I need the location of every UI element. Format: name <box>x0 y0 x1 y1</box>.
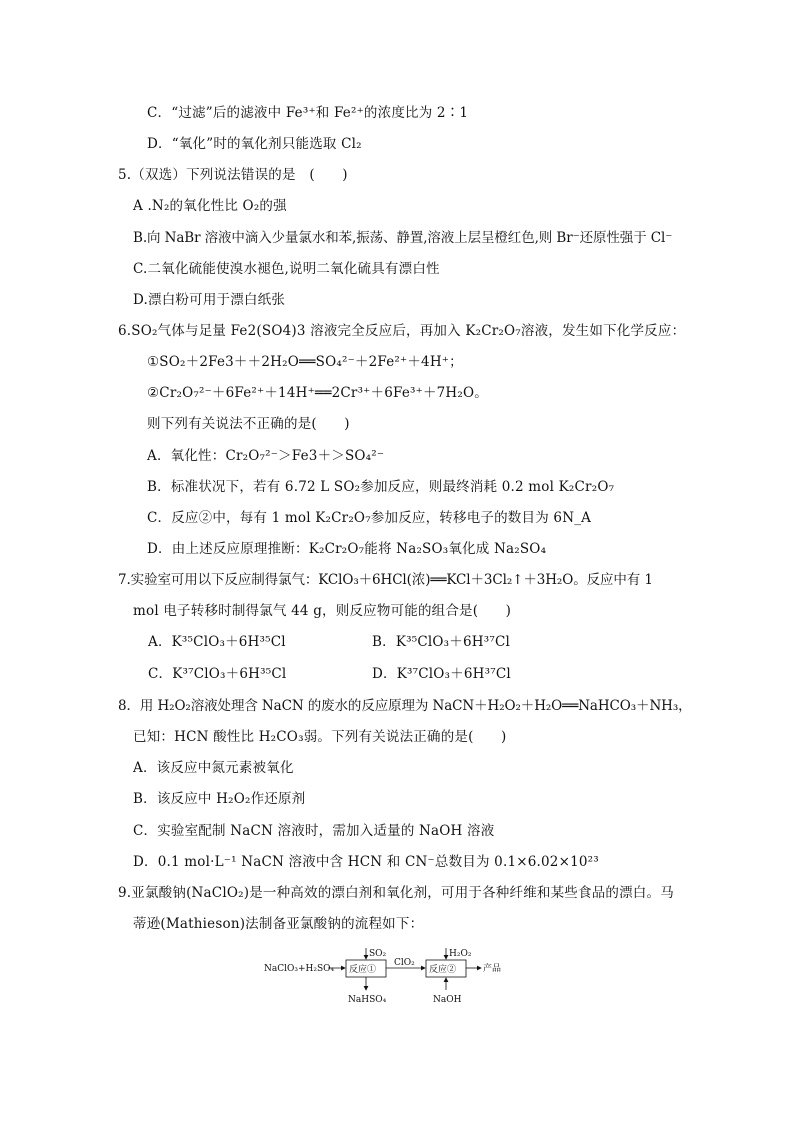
q8-option-d: D．0.1 mol·L⁻¹ NaCN 溶液中含 HCN 和 CN⁻总数目为 0.1×6.02×10²³ <box>133 854 599 870</box>
q5-stem: 5.（双选）下列说法错误的是 ( ) <box>118 167 348 183</box>
flow-product-label: 产品 <box>483 964 502 974</box>
q9-stem-line1: 9.亚氯酸钠(NaClO₂)是一种高效的漂白剂和氧化剂，可用于各种纤维和某些食品的漂白。马 <box>118 885 674 901</box>
q6-option-d: D．由上述反应原理推断：K₂Cr₂O₇能将 Na₂SO₃氧化成 Na₂SO₄ <box>147 541 547 557</box>
q7-option-a: A．K³⁵ClO₃＋6H³⁵Cl <box>148 634 286 650</box>
flow-h2o2-label: H₂O₂ <box>449 949 472 959</box>
q5-option-a: A .N₂的氧化性比 O₂的强 <box>133 198 287 214</box>
q5-option-b: B.向 NaBr 溶液中滴入少量氯水和苯,振荡、静置,溶液上层呈橙红色,则 Br⁻还原性强于 Cl⁻ <box>133 230 673 246</box>
q7-stem-line1: 7.实验室可用以下反应制得氯气：KClO₃＋6HCl(浓)══KCl＋3Cl₂↑＋3H₂O。反应中有 1 <box>118 572 653 588</box>
q7-option-c: C．K³⁷ClO₃＋6H³⁵Cl <box>148 666 287 682</box>
q4-option-c: C．“过滤”后的滤液中 Fe³⁺和 Fe²⁺的浓度比为 2∶1 <box>147 105 469 121</box>
flow-so2-label: SO₂ <box>369 949 387 959</box>
q8-option-b: B．该反应中 H₂O₂作还原剂 <box>133 791 306 807</box>
flow-clo2-label: ClO₂ <box>394 958 415 968</box>
q6-option-c: C．反应②中，每有 1 mol K₂Cr₂O₇参加反应，转移电子的数目为 6N_A <box>147 510 592 526</box>
q9-stem-line2: 蒂逊(Mathieson)法制备亚氯酸钠的流程如下： <box>133 916 424 932</box>
q6-reaction-2: ②Cr₂O₇²⁻＋6Fe²⁺＋14H⁺══2Cr³⁺＋6Fe³⁺＋7H₂O。 <box>147 385 488 401</box>
q8-stem-line2: 已知：HCN 酸性比 H₂CO₃弱。下列有关说法正确的是( ) <box>133 729 507 745</box>
flow-box1-label: 反应① <box>349 965 377 975</box>
q7-option-d: D．K³⁷ClO₃＋6H³⁷Cl <box>372 666 511 682</box>
q4-option-d: D．“氧化”时的氧化剂只能选取 Cl₂ <box>147 136 362 152</box>
q6-option-b: B．标准状况下，若有 6.72 L SO₂参加反应，则最终消耗 0.2 mol K₂Cr₂O₇ <box>147 479 615 495</box>
q6-reaction-1: ①SO₂＋2Fe3＋＋2H₂O══SO₄²⁻＋2Fe²⁺＋4H⁺； <box>147 354 463 370</box>
flow-box2-label: 反应② <box>429 965 457 975</box>
q8-option-a: A．该反应中氮元素被氧化 <box>133 760 294 776</box>
q8-stem-line1: 8．用 H₂O₂溶液处理含 NaCN 的废水的反应原理为 NaCN＋H₂O₂＋H₂O══NaHCO₃＋NH₃， <box>118 698 692 714</box>
flow-naoh-label: NaOH <box>433 995 462 1005</box>
q8-option-c: C．实验室配制 NaCN 溶液时，需加入适量的 NaOH 溶液 <box>133 823 495 839</box>
q5-option-c: C.二氧化硫能使溴水褪色,说明二氧化硫具有漂白性 <box>133 261 440 277</box>
q7-stem-line2: mol 电子转移时制得氯气 44 g，则反应物可能的组合是( ) <box>133 603 512 619</box>
q6-question: 则下列有关说法不正确的是( ) <box>147 416 350 432</box>
flow-diagram <box>262 946 512 1016</box>
q7-option-b: B．K³⁵ClO₃＋6H³⁷Cl <box>372 634 510 650</box>
q6-option-a: A．氧化性：Cr₂O₇²⁻＞Fe3＋＞SO₄²⁻ <box>147 448 385 464</box>
q5-option-d: D.漂白粉可用于漂白纸张 <box>133 292 286 308</box>
flow-input-label: NaClO₃+H₂SO₄ <box>264 964 335 974</box>
flow-nahso4-label: NaHSO₄ <box>348 995 387 1005</box>
q6-stem: 6.SO₂气体与足量 Fe2(SO4)3 溶液完全反应后，再加入 K₂Cr₂O₇溶液，发生如下化学反应： <box>118 323 686 339</box>
